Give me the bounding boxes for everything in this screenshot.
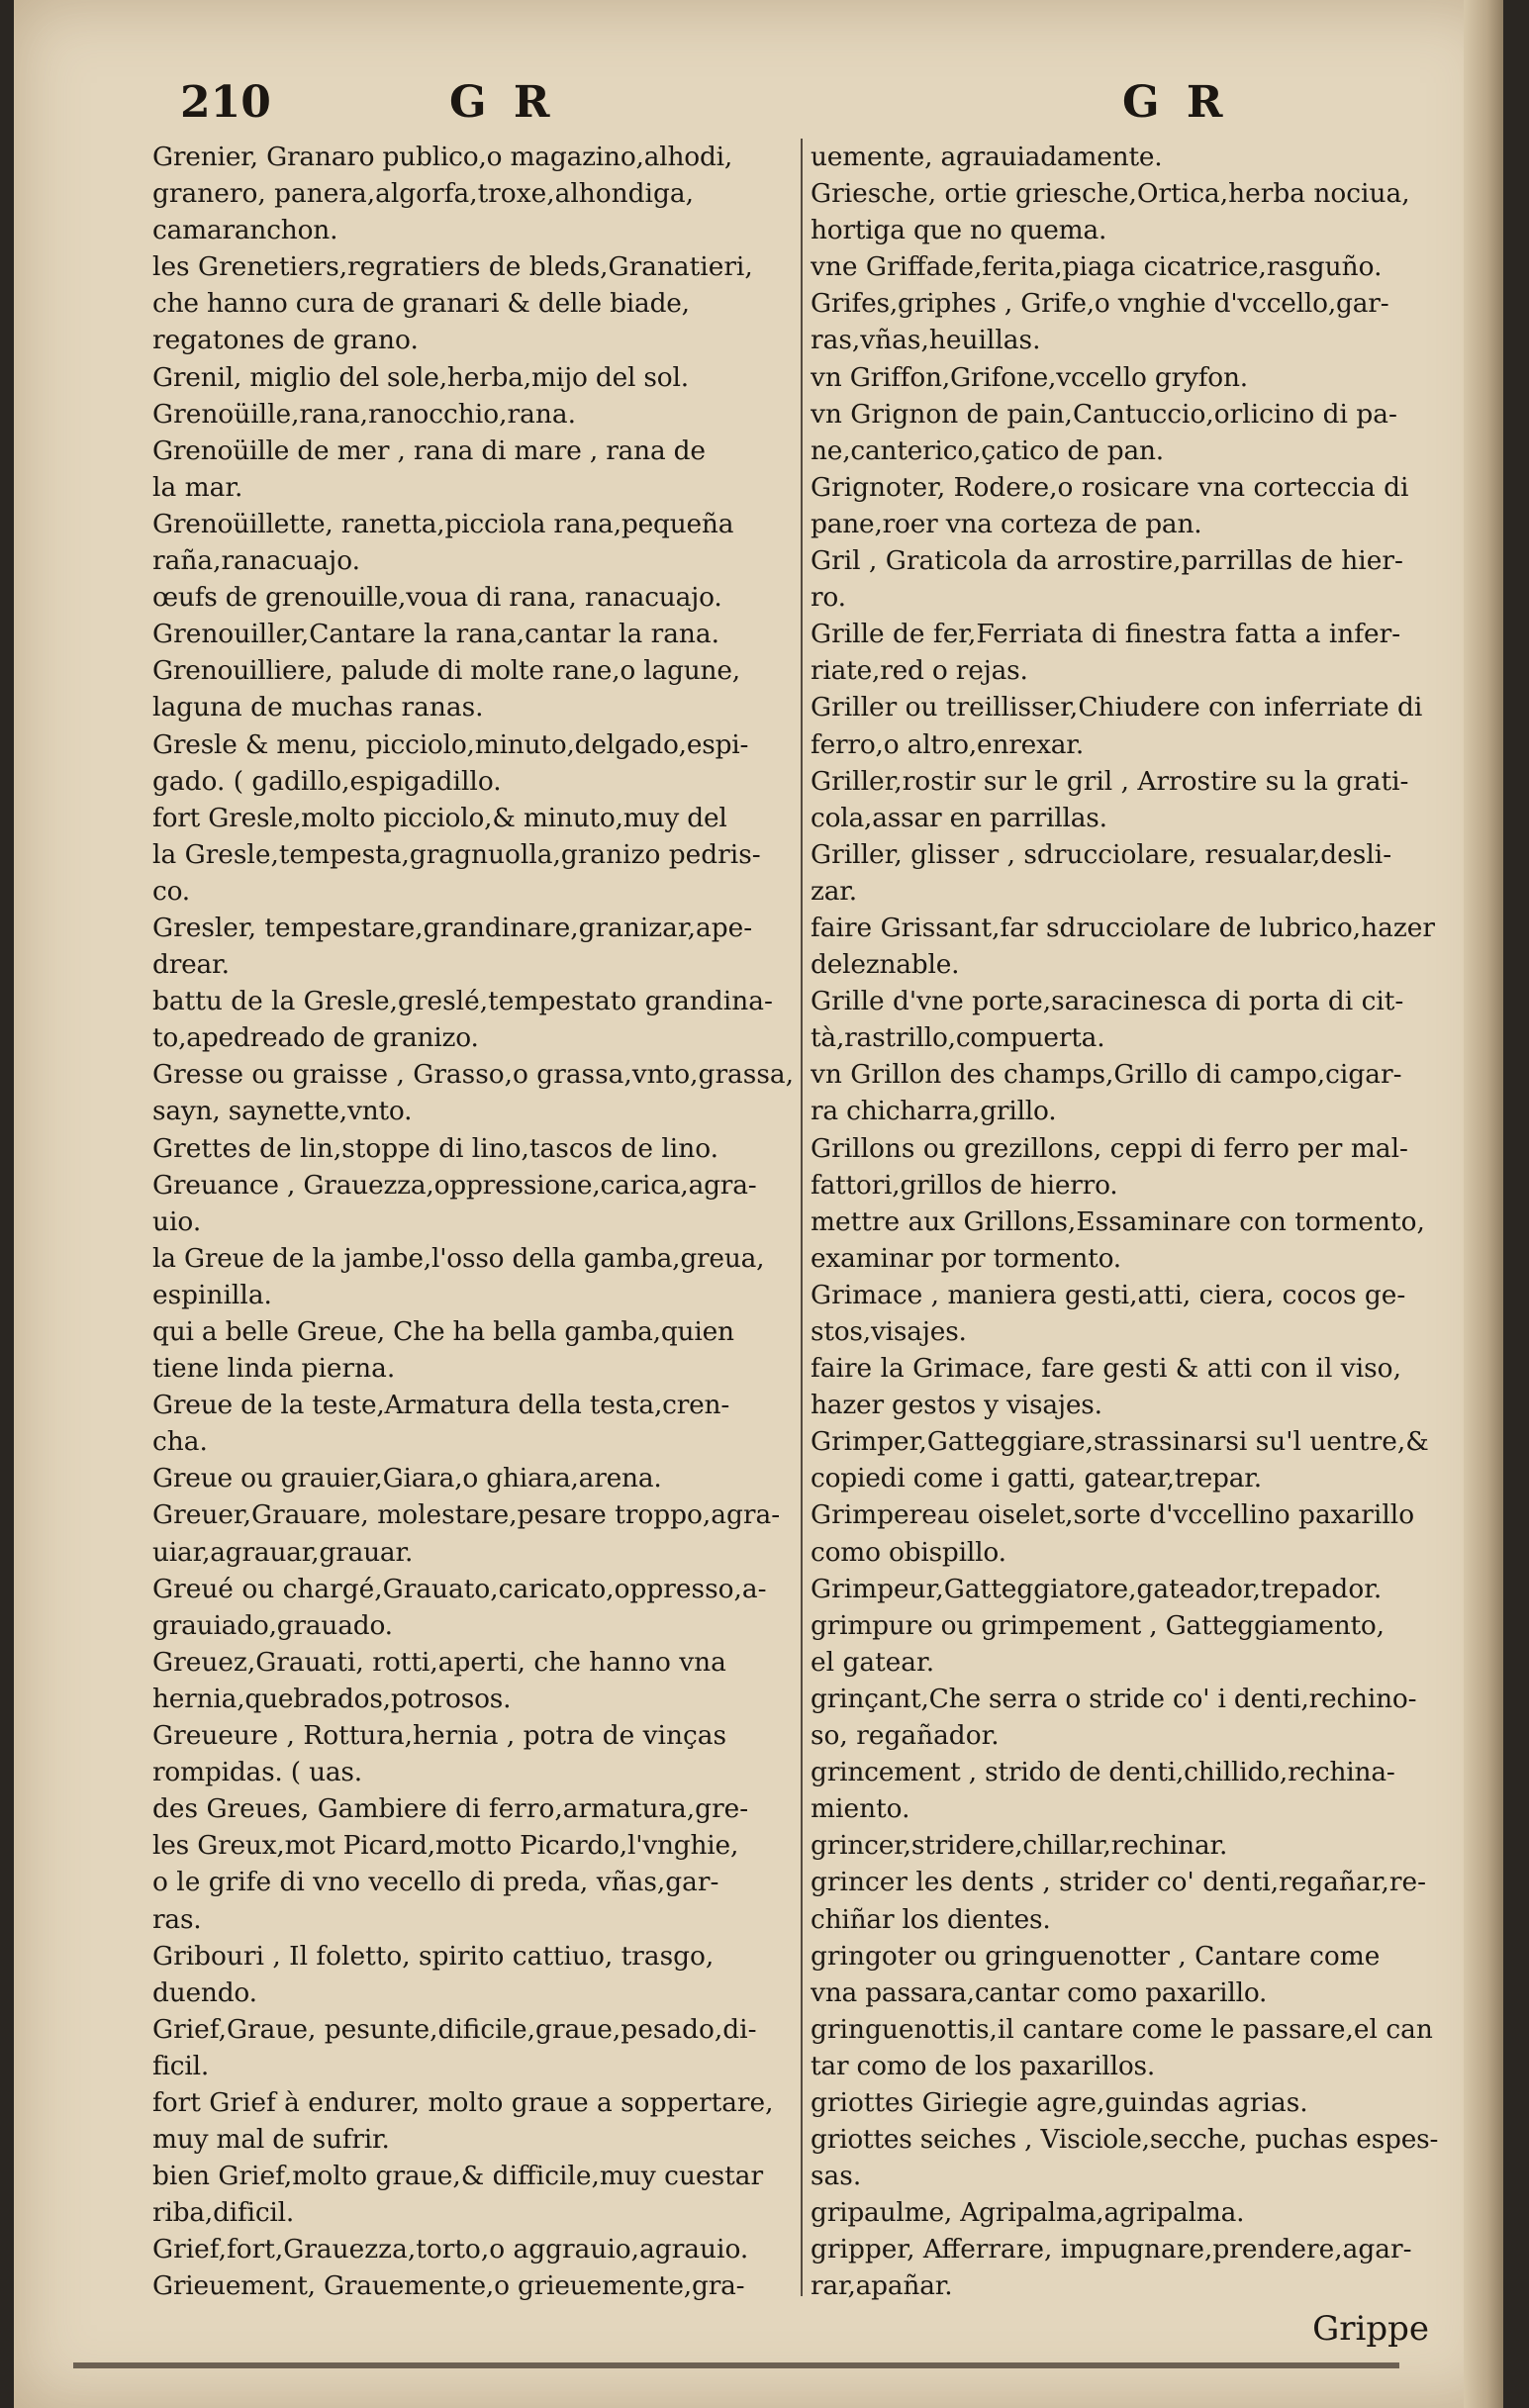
dictionary-line: vn Grillon des champs,Grillo di campo,cigar- xyxy=(811,1059,1402,1091)
dictionary-line: so, regañador. xyxy=(811,1720,1000,1752)
dictionary-line: vn Griffon,Grifone,vccello gryfon. xyxy=(811,361,1248,393)
dictionary-line: miento. xyxy=(811,1793,910,1825)
dictionary-line: Griller, glisser , sdrucciolare, resualar,desli- xyxy=(811,838,1392,870)
dictionary-line: vna passara,cantar como paxarillo. xyxy=(811,1976,1268,2008)
dictionary-line: Griller,rostir sur le gril , Arrostire su la grati- xyxy=(811,765,1409,797)
dictionary-line: Gresle & menu, picciolo,minuto,delgado,espi- xyxy=(152,728,749,760)
dictionary-line: Grimpereau oiselet,sorte d'vccellino paxarillo xyxy=(811,1499,1415,1531)
dictionary-line: Grenoüille,rana,ranocchio,rana. xyxy=(152,398,576,430)
dictionary-line: laguna de muchas ranas. xyxy=(152,692,484,723)
dictionary-line: Grieuement, Grauemente,o grieuemente,gra- xyxy=(152,2270,745,2302)
dictionary-line: grinçant,Che serra o stride co' i denti,rechino- xyxy=(811,1683,1417,1714)
dictionary-line: ne,canterico,çatico de pan. xyxy=(811,434,1164,466)
dictionary-line: copiedi come i gatti, gatear,trepar. xyxy=(811,1463,1262,1494)
dictionary-line: duendo. xyxy=(152,1976,257,2008)
running-head-left: G R xyxy=(449,77,556,128)
dictionary-line: Grille de fer,Ferriata di finestra fatta a infer- xyxy=(811,619,1401,650)
column-divider xyxy=(801,139,803,2296)
dictionary-line: la Gresle,tempesta,gragnuolla,granizo pedris- xyxy=(152,838,761,870)
book-page xyxy=(14,0,1503,2408)
dictionary-line: qui a belle Greue, Che ha bella gamba,quien xyxy=(152,1316,734,1347)
dictionary-line: Greueure , Rottura,hernia , potra de vinças xyxy=(152,1720,727,1752)
dictionary-line: œufs de grenouille,voua di rana, ranacuajo. xyxy=(152,582,722,614)
dictionary-line: o le grife di vno vecello di preda, vñas,gar- xyxy=(152,1867,719,1898)
dictionary-line: mettre aux Grillons,Essaminare con tormento, xyxy=(811,1205,1425,1237)
dictionary-line: grincer les dents , strider co' denti,regañar,re- xyxy=(811,1867,1426,1898)
dictionary-line: Grifes,griphes , Grife,o vnghie d'vccello,gar- xyxy=(811,288,1389,320)
dictionary-line: grincer,stridere,chillar,rechinar. xyxy=(811,1830,1228,1862)
dictionary-line: uio. xyxy=(152,1205,202,1237)
dictionary-line: cola,assar en parrillas. xyxy=(811,802,1107,833)
dictionary-line: bien Grief,molto graue,& difficile,muy cuestar xyxy=(152,2161,764,2192)
dictionary-line: Gribouri , Il foletto, spirito cattiuo, trasgo, xyxy=(152,1940,715,1972)
dictionary-line: grincement , strido de denti,chillido,rechina- xyxy=(811,1757,1395,1788)
right-column xyxy=(811,139,1474,2305)
left-column xyxy=(152,139,796,2305)
dictionary-line: zar. xyxy=(811,875,857,907)
dictionary-line: to,apedreado de granizo. xyxy=(152,1022,479,1054)
dictionary-line: faire Grissant,far sdrucciolare de lubrico,hazer xyxy=(811,912,1435,943)
dictionary-line: grimpure ou grimpement , Gatteggiamento, xyxy=(811,1609,1385,1641)
dictionary-line: el gatear. xyxy=(811,1646,935,1678)
dictionary-line: muy mal de sufrir. xyxy=(152,2124,390,2156)
dictionary-line: hernia,quebrados,potrosos. xyxy=(152,1683,512,1714)
dictionary-line: Griesche, ortie griesche,Ortica,herba nociua, xyxy=(811,178,1410,210)
dictionary-line: camaranchon. xyxy=(152,215,338,246)
dictionary-line: regatones de grano. xyxy=(152,325,419,356)
dictionary-line: deleznable. xyxy=(811,949,960,981)
dictionary-line: Grettes de lin,stoppe di lino,tascos de lino. xyxy=(152,1132,719,1164)
dictionary-line: la Greue de la jambe,l'osso della gamba,greua, xyxy=(152,1242,765,1274)
dictionary-line: Greue ou grauier,Giara,o ghiara,arena. xyxy=(152,1463,662,1494)
dictionary-line: tar como de los paxarillos. xyxy=(811,2050,1156,2081)
dictionary-line: stos,visajes. xyxy=(811,1316,967,1347)
dictionary-line: Grimace , maniera gesti,atti, ciera, cocos ge- xyxy=(811,1279,1406,1310)
dictionary-line: fort Grief à endurer, molto graue a soppertare, xyxy=(152,2086,774,2118)
dictionary-line: uemente, agrauiadamente. xyxy=(811,142,1163,172)
dictionary-line: Grillons ou grezillons, ceppi di ferro per mal- xyxy=(811,1132,1408,1164)
dictionary-line: vne Griffade,ferita,piaga cicatrice,rasguño. xyxy=(811,251,1383,283)
dictionary-line: des Greues, Gambiere di ferro,armatura,gre- xyxy=(152,1793,749,1825)
dictionary-line: gripaulme, Agripalma,agripalma. xyxy=(811,2197,1245,2229)
dictionary-line: griottes seiches , Visciole,secche, puchas espes- xyxy=(811,2124,1439,2156)
dictionary-line: rompidas. ( uas. xyxy=(152,1757,362,1788)
dictionary-line: Gresse ou graisse , Grasso,o grassa,vnto,grassa, xyxy=(152,1059,795,1091)
dictionary-line: Greue de la teste,Armatura della testa,cren- xyxy=(152,1390,730,1421)
dictionary-line: la mar. xyxy=(152,471,243,503)
dictionary-line: fattori,grillos de hierro. xyxy=(811,1169,1118,1201)
dictionary-line: hazer gestos y visajes. xyxy=(811,1390,1102,1421)
dictionary-line: sas. xyxy=(811,2161,862,2192)
dictionary-line: granero, panera,algorfa,troxe,alhondiga, xyxy=(152,178,694,210)
dictionary-line: riba,dificil. xyxy=(152,2197,295,2229)
dictionary-line: espinilla. xyxy=(152,1279,272,1310)
dictionary-line: cha. xyxy=(152,1426,208,1458)
dictionary-line: Greuer,Grauare, molestare,pesare troppo,agra- xyxy=(152,1499,781,1531)
dictionary-line: faire la Grimace, fare gesti & atti con il viso, xyxy=(811,1353,1401,1385)
dictionary-line: sayn, saynette,vnto. xyxy=(152,1096,413,1127)
dictionary-line: rar,apañar. xyxy=(811,2270,953,2302)
dictionary-line: ro. xyxy=(811,582,846,614)
running-head-right: G R xyxy=(1122,77,1229,128)
dictionary-line: gado. ( gadillo,espigadillo. xyxy=(152,765,502,797)
dictionary-line: Greuance , Grauezza,oppressione,carica,agra- xyxy=(152,1169,757,1201)
dictionary-line: les Greux,mot Picard,motto Picardo,l'vnghie, xyxy=(152,1830,739,1862)
dictionary-line: Greuez,Grauati, rotti,aperti, che hanno vna xyxy=(152,1646,726,1678)
dictionary-line: drear. xyxy=(152,949,230,981)
dictionary-line: Grimpeur,Gatteggiatore,gateador,trepador. xyxy=(811,1573,1383,1604)
dictionary-line: Grignoter, Rodere,o rosicare vna corteccia di xyxy=(811,471,1409,503)
dictionary-line: pane,roer vna corteza de pan. xyxy=(811,508,1202,539)
catchword: Grippe xyxy=(1312,2309,1429,2349)
dictionary-line: Gresler, tempestare,grandinare,granizar,ape- xyxy=(152,912,753,943)
dictionary-line: tiene linda pierna. xyxy=(152,1353,396,1385)
dictionary-line: Grimper,Gatteggiare,strassinarsi su'l uentre,& xyxy=(811,1426,1429,1458)
dictionary-line: chiñar los dientes. xyxy=(811,1903,1051,1935)
dictionary-line: hortiga que no quema. xyxy=(811,215,1107,246)
dictionary-line: Grenil, miglio del sole,herba,mijo del sol. xyxy=(152,361,689,393)
dictionary-line: Grenoüille de mer , rana di mare , rana de xyxy=(152,434,706,466)
dictionary-line: Grille d'vne porte,saracinesca di porta di cit- xyxy=(811,986,1404,1017)
dictionary-line: Grenoüillette, ranetta,picciola rana,pequeña xyxy=(152,508,734,539)
dictionary-line: Grenouiller,Cantare la rana,cantar la rana. xyxy=(152,619,720,650)
dictionary-line: Griller ou treillisser,Chiudere con inferriate di xyxy=(811,692,1423,723)
page-number: 210 xyxy=(180,77,271,128)
dictionary-line: ficil. xyxy=(152,2050,210,2081)
dictionary-line: battu de la Gresle,greslé,tempestato grandina- xyxy=(152,986,773,1017)
dictionary-line: gringuenottis,il cantare come le passare,el can xyxy=(811,2013,1433,2045)
dictionary-line: ras,vñas,heuillas. xyxy=(811,325,1041,356)
dictionary-line: raña,ranacuajo. xyxy=(152,545,361,577)
dictionary-line: co. xyxy=(152,875,190,907)
dictionary-line: gripper, Afferrare, impugnare,prendere,agar- xyxy=(811,2234,1412,2265)
dictionary-line: grauiado,grauado. xyxy=(152,1609,393,1641)
dictionary-line: griottes Giriegie agre,guindas agrias. xyxy=(811,2086,1308,2118)
dictionary-line: ferro,o altro,enrexar. xyxy=(811,728,1085,760)
dictionary-line: les Grenetiers,regratiers de bleds,Granatieri, xyxy=(152,251,753,283)
dictionary-line: Grief,Graue, pesunte,dificile,graue,pesado,di- xyxy=(152,2013,757,2045)
dictionary-line: ras. xyxy=(152,1903,202,1935)
dictionary-line: como obispillo. xyxy=(811,1536,1006,1568)
dictionary-line: fort Gresle,molto picciolo,& minuto,muy del xyxy=(152,802,727,833)
page-header xyxy=(14,77,1503,137)
dictionary-line: Greué ou chargé,Grauato,caricato,oppresso,a- xyxy=(152,1573,767,1604)
dictionary-line: Grenier, Granaro publico,o magazino,alhodi, xyxy=(152,142,733,172)
dictionary-line: examinar por tormento. xyxy=(811,1242,1121,1274)
dictionary-line: gringoter ou gringuenotter , Cantare come xyxy=(811,1940,1381,1972)
dictionary-line: Gril , Graticola da arrostire,parrillas de hier- xyxy=(811,545,1403,577)
dictionary-line: uiar,agrauar,grauar. xyxy=(152,1536,414,1568)
dictionary-line: tà,rastrillo,compuerta. xyxy=(811,1022,1105,1054)
dictionary-line: Grenouilliere, palude di molte rane,o lagune, xyxy=(152,655,740,687)
dictionary-line: Grief,fort,Grauezza,torto,o aggrauio,agrauio. xyxy=(152,2234,749,2265)
dictionary-line: che hanno cura de granari & delle biade, xyxy=(152,288,690,320)
dictionary-line: ra chicharra,grillo. xyxy=(811,1096,1057,1127)
dictionary-line: vn Grignon de pain,Cantuccio,orlicino di pa- xyxy=(811,398,1397,430)
bottom-edge-shadow xyxy=(73,2362,1399,2368)
dictionary-line: riate,red o rejas. xyxy=(811,655,1028,687)
